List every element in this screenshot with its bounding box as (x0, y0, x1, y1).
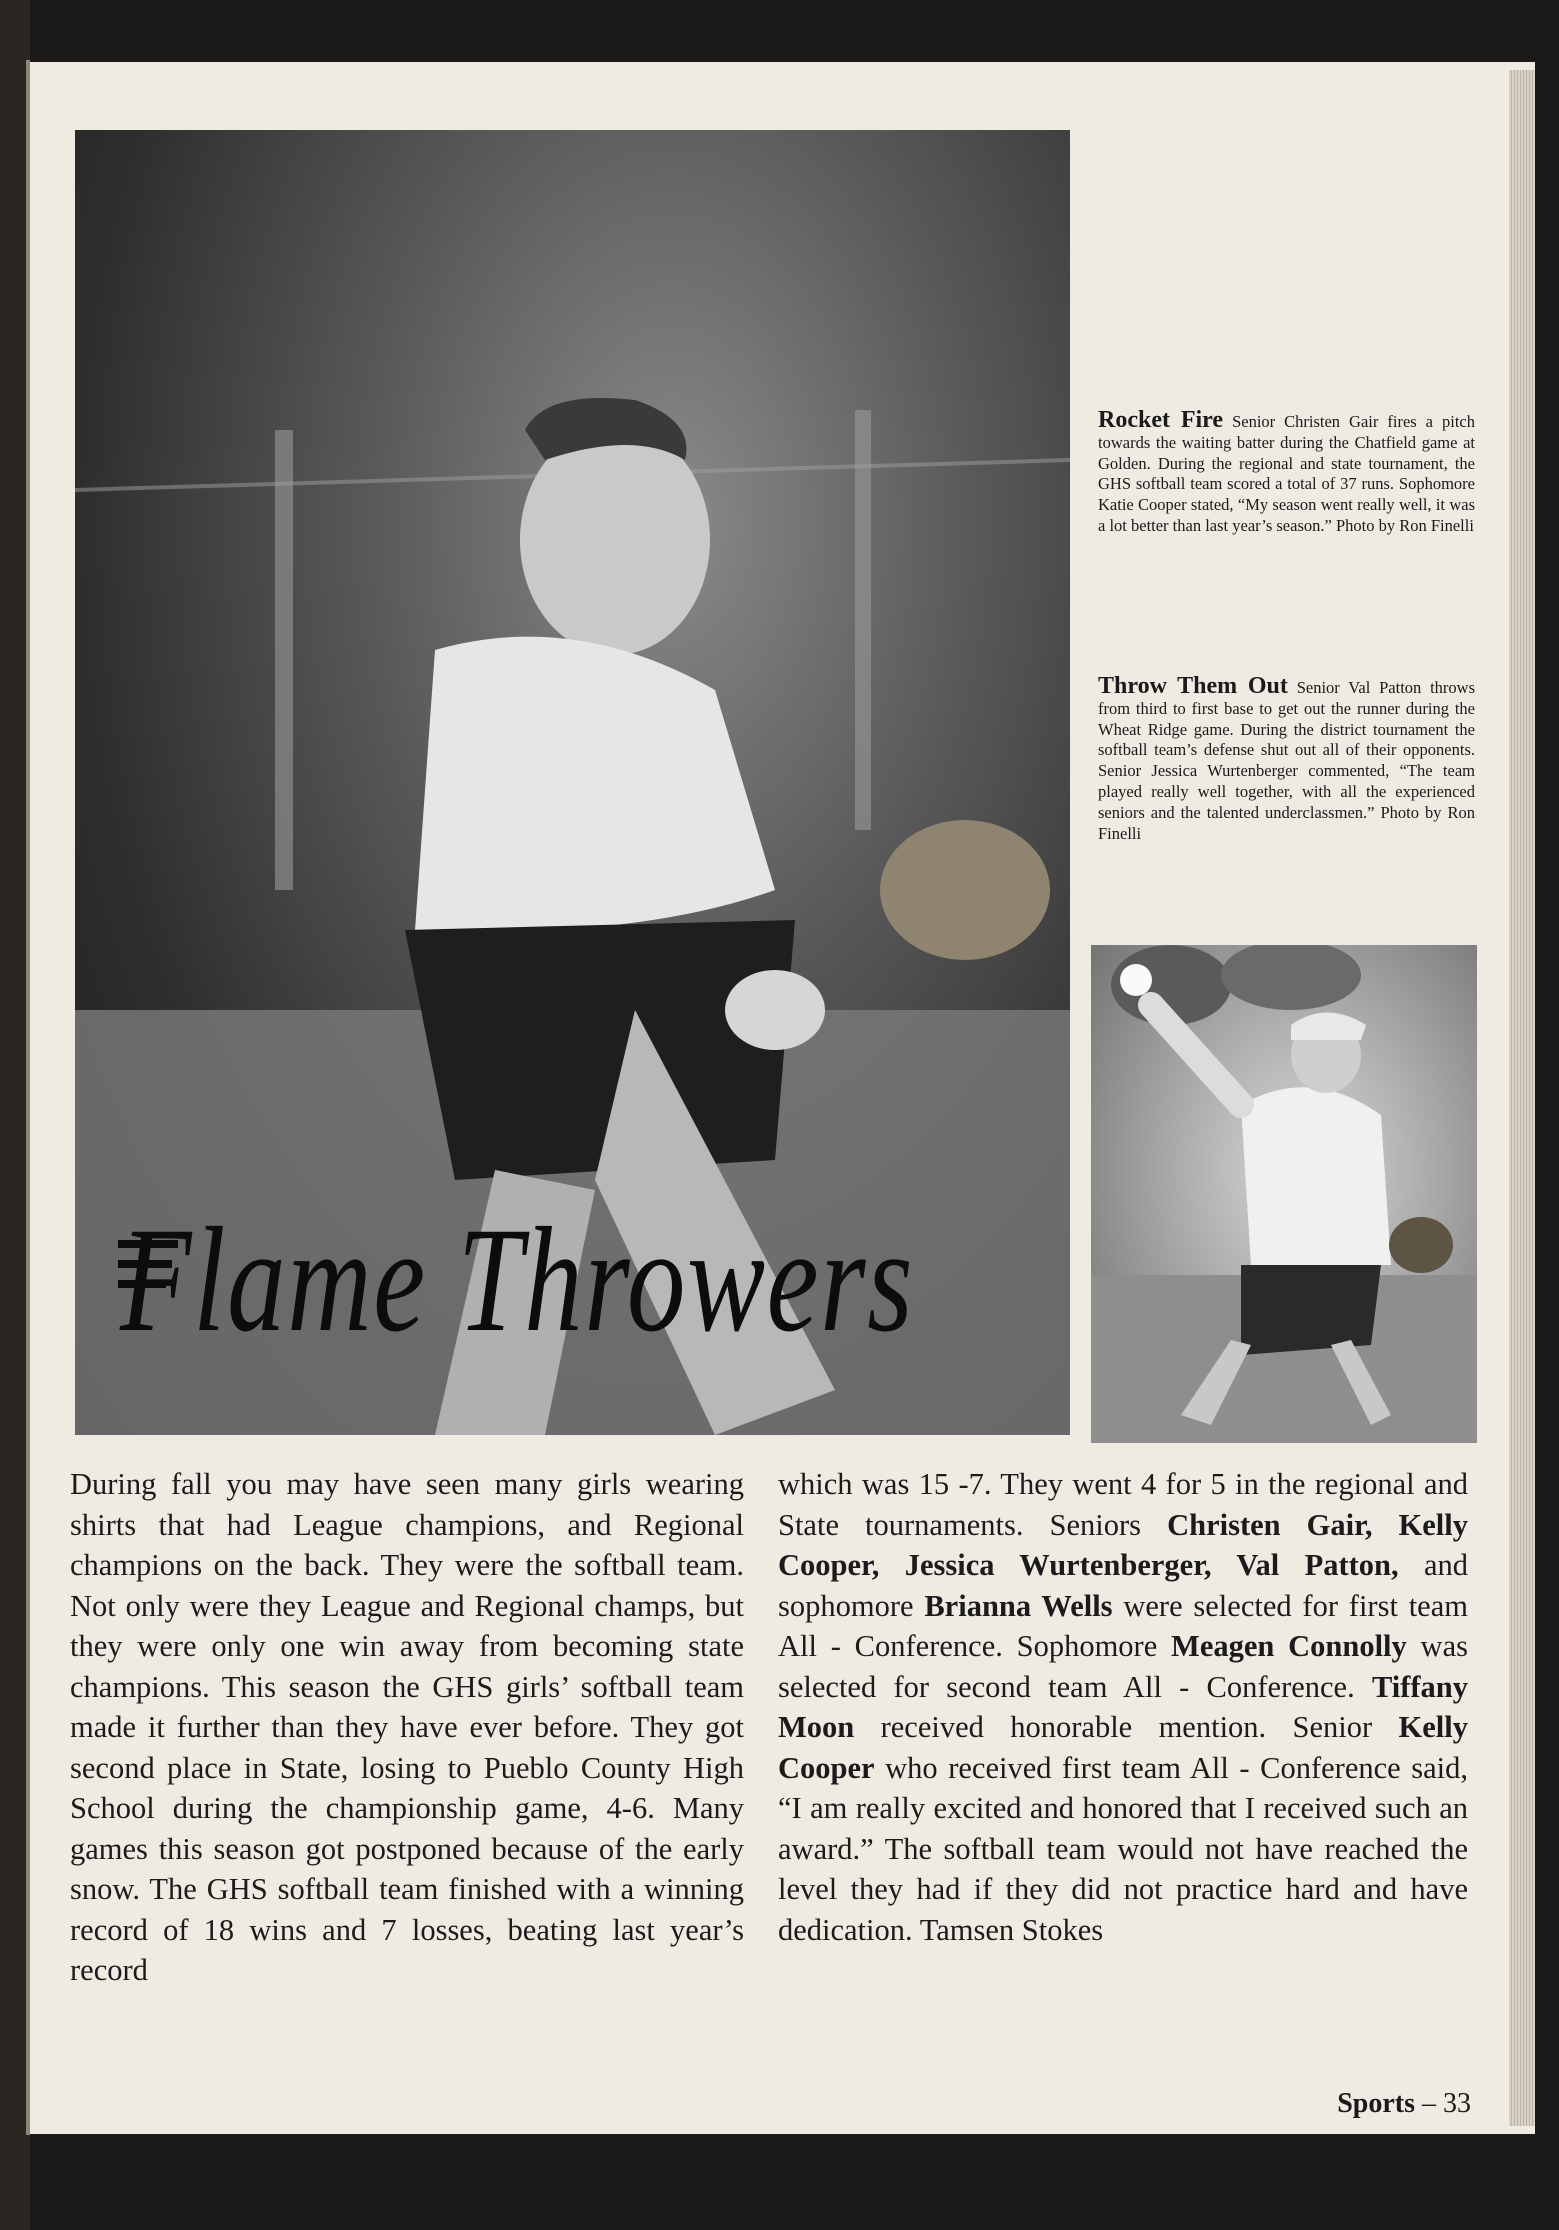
side-photo-thrower (1091, 945, 1477, 1443)
body-text: who received first team All - Conference said, “I am really excited and honored that I received such an award.” The softball team would not have reached the level they had if they did not practice hard and have dedication. Tamsen Stokes (778, 1750, 1468, 1947)
player-name: Kelly Cooper (778, 1710, 1468, 1785)
player-name: Brianna Wells (924, 1588, 1113, 1623)
player-name: Meagen Connolly (1171, 1629, 1407, 1663)
page-footer (1337, 2088, 1471, 2120)
caption-title: Rocket Fire (1098, 407, 1224, 433)
body-column-1 (70, 1464, 744, 1991)
headline: Flame Throwers (120, 1197, 915, 1363)
page-stack-edge (1509, 70, 1535, 2126)
caption-text: Senior Christen Gair fires a pitch towards the waiting batter during the Chatfield game at Golden. During the regional and state tournament, the GHS softball team scored a total of 37 runs. Sophomore Katie Cooper stated, “My season went really well, it was a lot better than last year’s season.” Photo by Ron Finelli (1098, 412, 1475, 535)
player-names: Christen Gair, Kelly Cooper, Jessica Wurtenberger, Val Patton, (778, 1507, 1468, 1582)
caption-text: Senior Val Patton throws from third to first base to get out the runner during the Wheat Ridge game. During the district tournament the softball team’s defense shut out all of their opponents. Senior Jessica Wurtenberger commented, “The team played really well together, with all the experienced seniors and the talented underclassmen.” Photo by Ron Finelli (1098, 678, 1476, 843)
caption-throw-them-out (1098, 673, 1476, 844)
body-text: was selected for second team All - Conference. (778, 1629, 1468, 1704)
body-text: which was 15 -7. They went 4 for 5 in the regional and State tournaments. Seniors (778, 1467, 1468, 1542)
caption-rocket-fire (1098, 407, 1475, 537)
body-text: and sophomore (778, 1548, 1468, 1623)
body-text: received honorable mention. Senior (854, 1710, 1399, 1744)
caption-title: Throw Them Out (1098, 673, 1288, 699)
body-text: During fall you may have seen many girls wearing shirts that had League champions, and Regional champions on the back. They were the softball team. Not only were they League and Regional champs, but they were only one win away from becoming state champions. This season the GHS girls’ softball team made it further than they have ever before. They got second place in State, losing to Pueblo County High School during the championship game, 4-6. Many games this season got postponed because of the early snow. The GHS softball team finished with a winning record of 18 wins and 7 losses, beating last year’s record (70, 1467, 744, 1987)
player-name: Tiffany Moon (778, 1669, 1468, 1744)
section-name: Sports (1337, 2088, 1415, 2119)
page-number: – 33 (1422, 2088, 1471, 2119)
body-column-2 (778, 1464, 1468, 1950)
body-text: were selected for first team All - Conference. Sophomore (778, 1588, 1468, 1663)
